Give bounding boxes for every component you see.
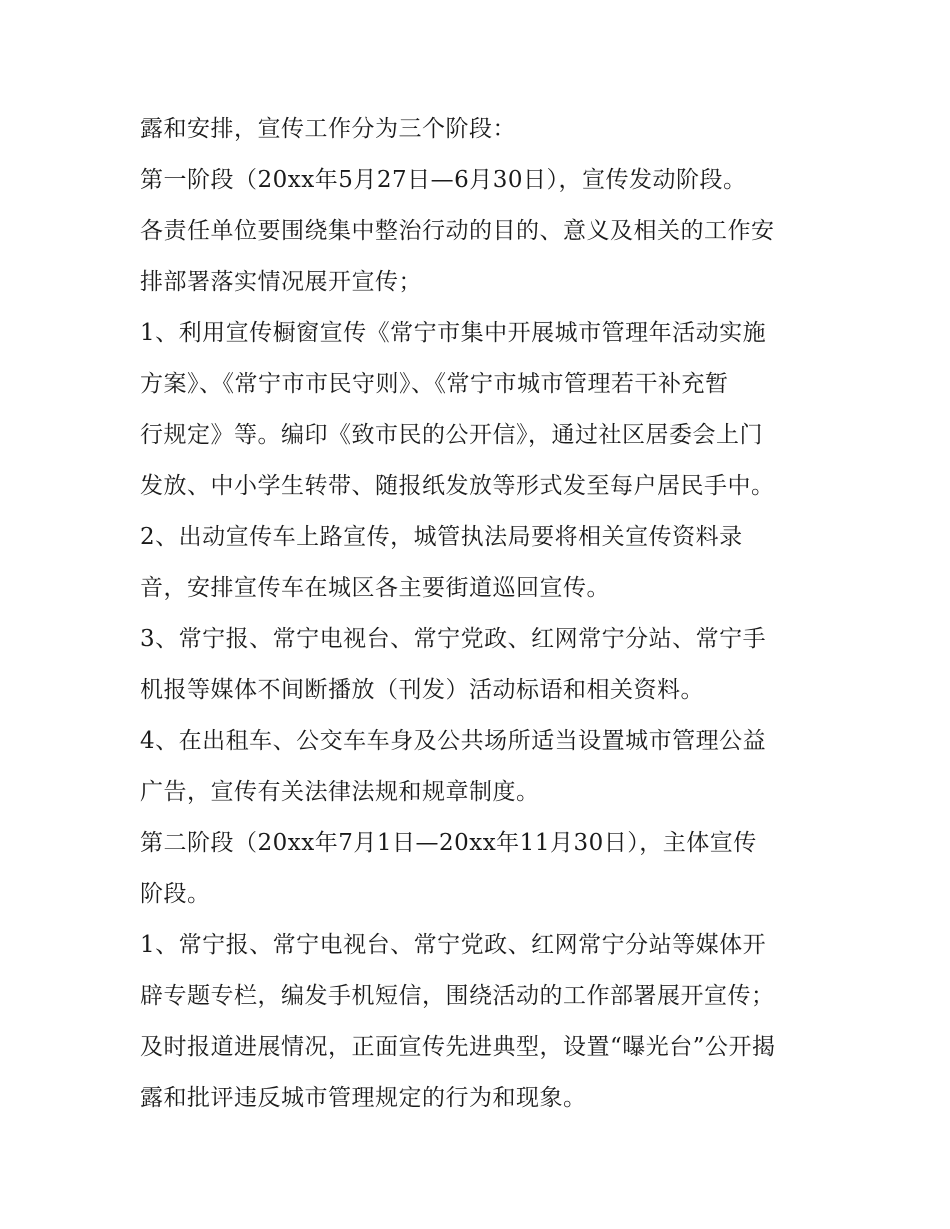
text-line: 第二阶段（20xx年7月1日—20xx年11月30日），主体宣传 [140,830,757,856]
text-line: 广告，宣传有关法律法规和规章制度。 [140,779,540,805]
text-line: 阶段。 [140,881,211,907]
text-line: 第一阶段（20xx年5月27日—6月30日），宣传发动阶段。 [140,167,747,193]
text-line: 1、利用宣传橱窗宣传《常宁市集中开展城市管理年活动实施 [140,320,767,346]
text-line: 露和安排，宣传工作分为三个阶段： [140,116,516,142]
text-line: 4、在出租车、公交车车身及公共场所适当设置城市管理公益 [140,728,767,754]
text-line: 辟专题专栏，编发手机短信，围绕活动的工作部署展开宣传； [140,983,775,1009]
text-line: 排部署落实情况展开宣传； [140,269,422,295]
text-line: 行规定》等。编印《致市民的公开信》，通过社区居委会上门 [140,422,763,448]
text-line: 各责任单位要围绕集中整治行动的目的、意义及相关的工作安 [140,218,775,244]
text-line: 2、出动宣传车上路宣传，城管执法局要将相关宣传资料录 [140,524,743,550]
text-line: 及时报道进展情况，正面宣传先进典型，设置“曝光台”公开揭 [140,1034,776,1060]
text-line: 发放、中小学生转带、随报纸发放等形式发至每户居民手中。 [140,473,775,499]
text-line: 3、常宁报、常宁电视台、常宁党政、红网常宁分站、常宁手 [140,626,767,652]
text-line: 机报等媒体不间断播放（刊发）活动标语和相关资料。 [140,677,704,703]
text-line: 方案》、《常宁市市民守则》、《常宁市城市管理若干补充暂 [140,371,729,397]
text-line: 音，安排宣传车在城区各主要街道巡回宣传。 [140,575,610,601]
text-line: 露和批评违反城市管理规定的行为和现象。 [140,1085,587,1111]
text-line: 1、常宁报、常宁电视台、常宁党政、红网常宁分站等媒体开 [140,932,767,958]
